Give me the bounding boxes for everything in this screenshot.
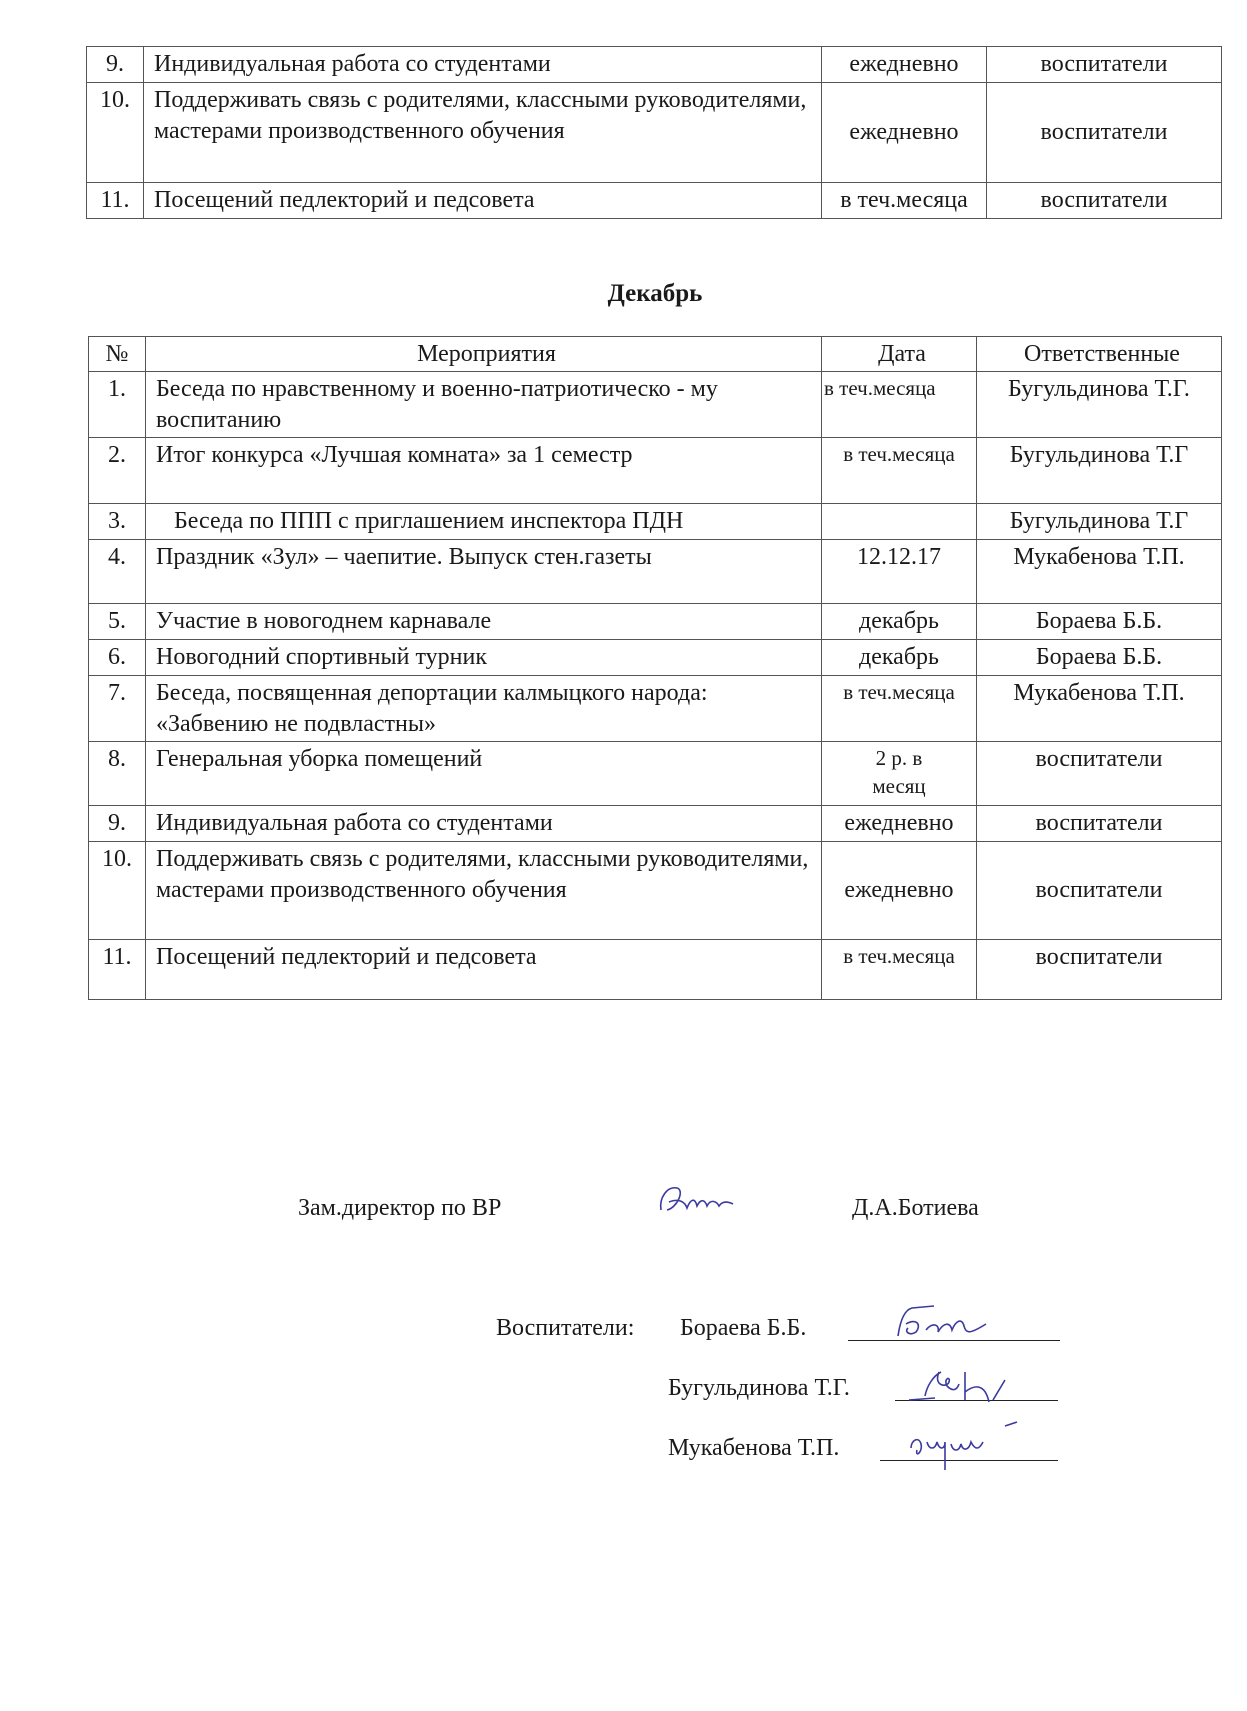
educator-name-1: Бораева Б.Б. xyxy=(680,1315,807,1341)
date-cell: в теч.месяца xyxy=(822,372,977,438)
event-cell: Беседа, посвященная депортации калмыцкого народа: «Забвению не подвластны» xyxy=(146,676,822,742)
table-row xyxy=(89,640,1222,676)
row-number: 9. xyxy=(89,806,146,842)
header-num: № xyxy=(89,337,146,372)
row-number: 10. xyxy=(89,842,146,940)
row-number: 4. xyxy=(89,540,146,604)
responsible-cell: Бораева Б.Б. xyxy=(977,640,1222,676)
table-row xyxy=(89,806,1222,842)
event-cell: Посещений педлекторий и педсовета xyxy=(144,183,822,219)
row-number: 5. xyxy=(89,604,146,640)
row-number: 10. xyxy=(87,83,144,183)
educator-signature-3 xyxy=(905,1420,1035,1475)
row-number: 2. xyxy=(89,438,146,504)
table-row xyxy=(89,604,1222,640)
row-number: 11. xyxy=(89,940,146,1000)
table-row xyxy=(89,438,1222,504)
deputy-signature xyxy=(655,1180,755,1220)
december-table xyxy=(88,336,1222,1000)
responsible-cell: Бораева Б.Б. xyxy=(977,604,1222,640)
deputy-label: Зам.директор по ВР xyxy=(298,1195,502,1221)
previous-month-table xyxy=(86,46,1222,219)
event-cell: Генеральная уборка помещений xyxy=(146,742,822,806)
row-number: 9. xyxy=(87,47,144,83)
educators-label: Воспитатели: xyxy=(496,1315,635,1341)
responsible-cell: воспитатели xyxy=(977,940,1222,1000)
date-cell: в теч.месяца xyxy=(822,438,977,504)
date-cell: в теч.месяца xyxy=(822,940,977,1000)
event-cell: Беседа по нравственному и военно-патриотическо - му воспитанию xyxy=(146,372,822,438)
header-event: Мероприятия xyxy=(146,337,822,372)
responsible-cell: воспитатели xyxy=(977,806,1222,842)
event-cell: Индивидуальная работа со студентами xyxy=(146,806,822,842)
event-cell: Поддерживать связь с родителями, классными руководителями, мастерами производственного обучения xyxy=(144,83,822,183)
date-cell: ежедневно xyxy=(822,806,977,842)
date-cell: декабрь xyxy=(822,640,977,676)
table-row xyxy=(89,540,1222,604)
responsible-cell: Бугульдинова Т.Г. xyxy=(977,372,1222,438)
row-number: 6. xyxy=(89,640,146,676)
responsible-cell: воспитатели xyxy=(987,83,1222,183)
responsible-cell: воспитатели xyxy=(977,742,1222,806)
date-cell: ежедневно xyxy=(822,83,987,183)
responsible-cell: Мукабенова Т.П. xyxy=(977,676,1222,742)
educator-signature-1 xyxy=(890,1300,1000,1345)
deputy-name: Д.А.Ботиева xyxy=(852,1195,979,1221)
row-number: 7. xyxy=(89,676,146,742)
row-number: 3. xyxy=(89,504,146,540)
event-cell: Новогодний спортивный турник xyxy=(146,640,822,676)
table-row xyxy=(89,676,1222,742)
table-row xyxy=(87,83,1222,183)
table-row xyxy=(87,47,1222,83)
date-cell: декабрь xyxy=(822,604,977,640)
header-responsible: Ответственные xyxy=(977,337,1222,372)
responsible-cell: Бугульдинова Т.Г xyxy=(977,438,1222,504)
table-row xyxy=(87,183,1222,219)
date-cell: в теч.месяца xyxy=(822,183,987,219)
date-cell: ежедневно xyxy=(822,47,987,83)
event-cell: Итог конкурса «Лучшая комната» за 1 семестр xyxy=(146,438,822,504)
date-cell: 12.12.17 xyxy=(822,540,977,604)
responsible-cell: Бугульдинова Т.Г xyxy=(977,504,1222,540)
event-cell: Индивидуальная работа со студентами xyxy=(144,47,822,83)
date-cell xyxy=(822,504,977,540)
date-cell: в теч.месяца xyxy=(822,676,977,742)
educator-name-3: Мукабенова Т.П. xyxy=(668,1435,840,1461)
header-date: Дата xyxy=(822,337,977,372)
row-number: 8. xyxy=(89,742,146,806)
responsible-cell: воспитатели xyxy=(987,47,1222,83)
responsible-cell: Мукабенова Т.П. xyxy=(977,540,1222,604)
section-title: Декабрь xyxy=(607,280,703,307)
row-number: 1. xyxy=(89,372,146,438)
responsible-cell: воспитатели xyxy=(987,183,1222,219)
event-cell: Поддерживать связь с родителями, классными руководителями, мастерами производственного обучения xyxy=(146,842,822,940)
table-row xyxy=(89,742,1222,806)
event-cell: Праздник «Зул» – чаепитие. Выпуск стен.газеты xyxy=(146,540,822,604)
event-cell: Участие в новогоднем карнавале xyxy=(146,604,822,640)
table-header-row xyxy=(89,337,1222,372)
educator-signature-2 xyxy=(905,1362,1025,1407)
event-cell: Посещений педлекторий и педсовета xyxy=(146,940,822,1000)
table-row xyxy=(89,940,1222,1000)
date-cell: 2 р. в месяц xyxy=(822,742,977,806)
educator-name-2: Бугульдинова Т.Г. xyxy=(668,1375,850,1401)
table-row xyxy=(89,504,1222,540)
row-number: 11. xyxy=(87,183,144,219)
table-row xyxy=(89,842,1222,940)
table-row xyxy=(89,372,1222,438)
responsible-cell: воспитатели xyxy=(977,842,1222,940)
event-cell: Беседа по ППП с приглашением инспектора ПДН xyxy=(146,504,822,540)
date-cell: ежедневно xyxy=(822,842,977,940)
